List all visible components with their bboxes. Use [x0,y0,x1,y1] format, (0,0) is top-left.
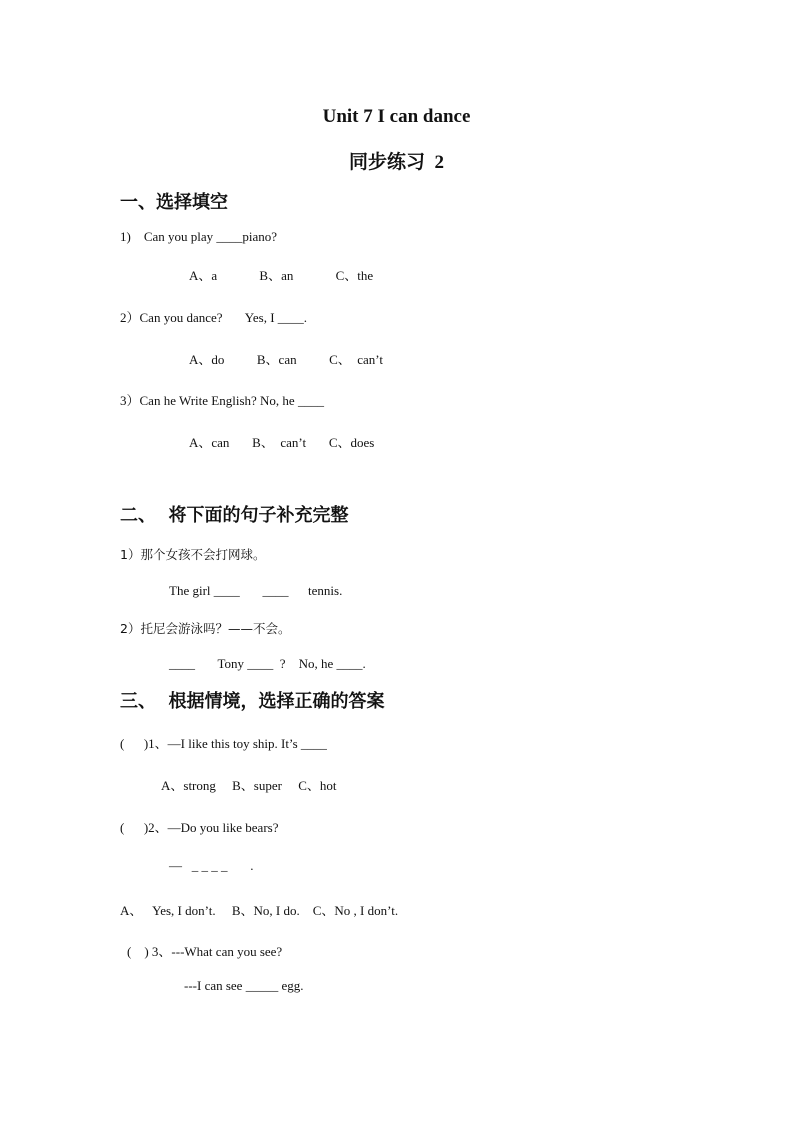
page-subtitle: 同步练习 2 [348,152,444,173]
s1-question-1: 1) Can you play ____piano? [120,229,278,244]
s3-question-2-blank: — _ _ _ _ . [169,858,254,873]
s2-question-2-blank: ____ Tony ____ ? No, he ____. [169,656,366,671]
s1-question-2-options: A、do B、can C、 can’t [189,352,384,367]
s3-question-2-options: A、 Yes, I don’t. B、No, I do. C、No , I don’t. [120,903,399,918]
s3-question-1-options: A、strong B、super C、hot [161,778,337,793]
section-1-heading: 一、选择填空 [120,192,228,213]
s1-question-1-options: A、a B、an C、the [189,268,374,283]
s3-question-3-answer: ---I can see _____ egg. [184,978,304,993]
s2-question-1-blank: The girl ____ ____ tennis. [169,583,343,598]
s3-question-3: ( ) 3、---What can you see? [127,944,283,959]
s3-question-1: ( )1、—I like this toy ship. It’s ____ [120,736,327,751]
s1-question-3-options: A、can B、 can’t C、does [189,435,375,450]
section-3-heading: 三、 根据情境，选择正确的答案 [120,691,385,712]
s2-question-2: 2）托尼会游泳吗？——不会。 [120,621,291,636]
s1-question-3: 3）Can he Write English? No, he ____ [120,393,324,408]
s2-question-1: 1）那个女孩不会打网球。 [120,547,266,562]
s1-question-2: 2）Can you dance? Yes, I ____. [120,310,308,325]
page-title: Unit 7 I can dance [322,106,471,127]
section-2-heading: 二、 将下面的句子补充完整 [120,505,349,526]
s3-question-2: ( )2、—Do you like bears? [120,820,279,835]
